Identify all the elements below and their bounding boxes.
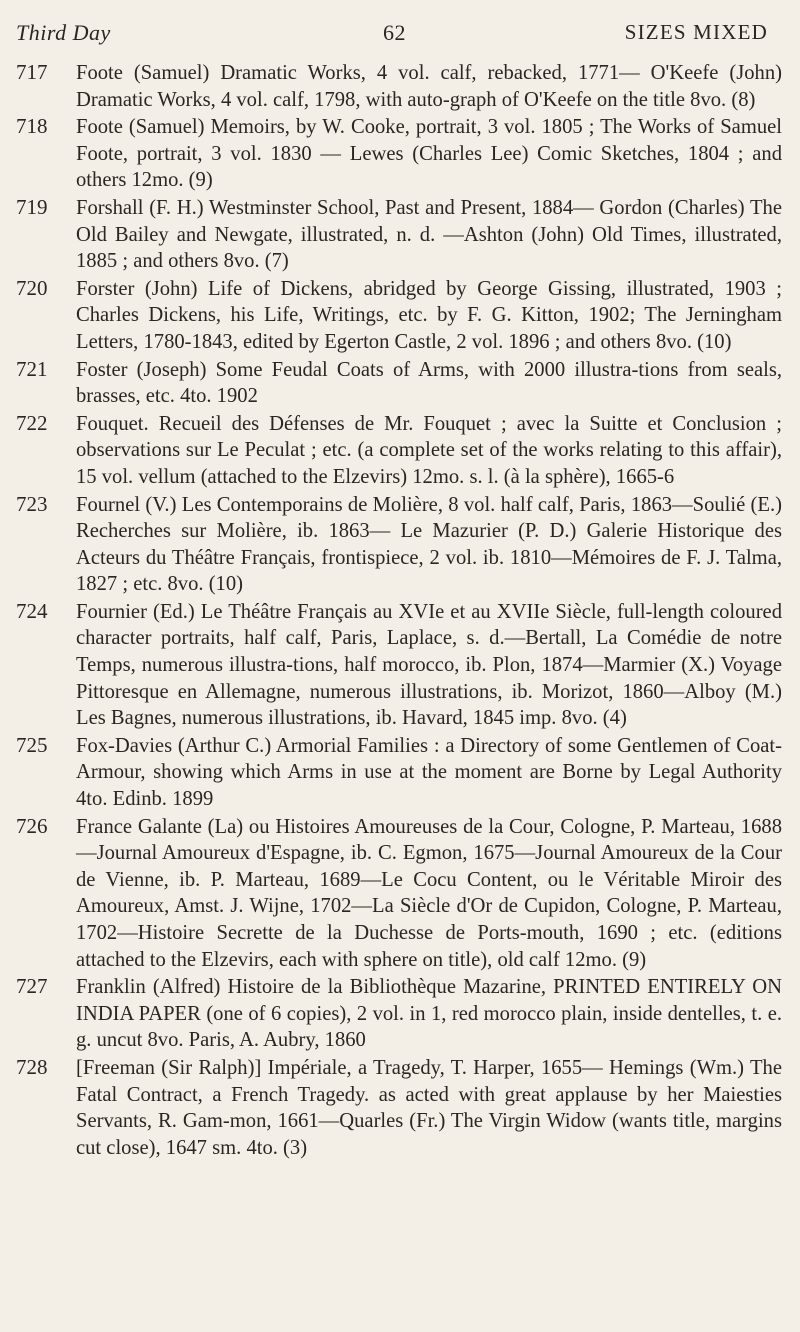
lot-description: Fouquet. Recueil des Défenses de Mr. Fouquet ; avec la Suitte et Conclusion ; observations sur Le Peculat ; etc. (a complete set of the works relating to this affair), 15 vol. vellum (attached to the Elzevirs) 12mo. s. l. (à la sphère), 1665-6 [76,412,782,488]
lot-entry [0,599,800,732]
lot-description: Foote (Samuel) Dramatic Works, 4 vol. calf, rebacked, 1771— O'Keefe (John) Dramatic Works, 4 vol. calf, 1798, with auto-graph of O'Keefe on the title 8vo. (8) [76,62,782,111]
lot-number: 720 [16,275,48,300]
lot-description: Forshall (F. H.) Westminster School, Past and Present, 1884— Gordon (Charles) The Old Bailey and Newgate, illustrated, n. d. —Ashton (John) Old Times, illustrated, 1885 ; and others 8vo. (7) [76,196,782,273]
lot-entry [0,195,800,275]
lot-entry [0,814,800,974]
lot-number: 719 [16,194,48,219]
running-title: SIZES MIXED [624,20,768,44]
lot-number: 723 [16,491,48,516]
lot-entry [0,1055,800,1161]
lot-entry [0,974,800,1054]
lot-entry [0,276,800,356]
lot-description: [Freeman (Sir Ralph)] Impériale, a Tragedy, T. Harper, 1655— Hemings (Wm.) The Fatal Contract, a French Tragedy. as acted with great applause by her Maiesties Servants, R. Gam-mon, 1661—Quarles (Fr.) The Virgin Widow (wants title, margins cut close), 1647 sm. 4to. (3) [76,1056,782,1159]
lot-entry [0,114,800,194]
lot-description: Fournier (Ed.) Le Théâtre Français au XVIe et au XVIIe Siècle, full-length coloured character portraits, half calf, Paris, Laplace, s. d.—Bertall, La Comédie de notre Temps, numerous illustra-tions, half morocco, ib. Plon, 1874—Marmier (X.) Voyage Pittoresque en Allemagne, numerous illustrations, ib. Morizot, 1860—Alboy (M.) Les Bagnes, numerous illustrations, ib. Havard, 1845 imp. 8vo. (4) [76,600,782,730]
lot-entry [0,60,800,113]
lot-entry [0,411,800,491]
lot-description: Foote (Samuel) Memoirs, by W. Cooke, portrait, 3 vol. 1805 ; The Works of Samuel Foote, portrait, 3 vol. 1830 — Lewes (Charles Lee) Comic Sketches, 1804 ; and others 12mo. (9) [76,116,782,192]
lot-entry [0,492,800,598]
lot-description: Franklin (Alfred) Histoire de la Bibliothèque Mazarine, PRINTED ENTIRELY ON INDIA PAPER (one of 6 copies), 2 vol. in 1, red morocco plain, inside dentelles, t. e. g. uncut 8vo. Paris, A. Aubry, 1860 [76,976,782,1052]
lot-description: Forster (John) Life of Dickens, abridged by George Gissing, illustrated, 1903 ; Charles Dickens, his Life, Writings, etc. by F. G. Kitton, 1902; The Jerningham Letters, 1780-1843, edited by Egerton Castle, 2 vol. 1896 ; and others 8vo. (10) [76,277,782,353]
lot-description: France Galante (La) ou Histoires Amoureuses de la Cour, Cologne, P. Marteau, 1688—Journal Amoureux d'Espagne, ib. C. Egmon, 1675—Journal Amoureux de la Cour de Vienne, ib. P. Marteau, 1689—Le Cocu Content, ou le Véritable Miroir des Amoureux, Amst. J. Wijne, 1702—La Siècle d'Or de Cupidon, Cologne, P. Marteau, 1702—Histoire Secrette de la Duchesse de Ports-mouth, 1690 ; etc. (editions attached to the Elzevirs, each with sphere on title), old calf 12mo. (9) [76,815,782,971]
lot-description: Fournel (V.) Les Contemporains de Molière, 8 vol. half calf, Paris, 1863—Soulié (E.) Recherches sur Molière, ib. 1863— Le Mazurier (P. D.) Galerie Historique des Acteurs du Théâtre Français, frontispiece, 2 vol. ib. 1810—Mémoires de F. J. Talma, 1827 ; etc. 8vo. (10) [76,493,782,596]
page-number: 62 [383,20,406,45]
section-title: Third Day [16,20,111,45]
lot-number: 718 [16,114,48,139]
lot-number: 727 [16,974,48,999]
lot-list [0,60,800,1162]
lot-number: 721 [16,356,48,381]
lot-description: Fox-Davies (Arthur C.) Armorial Families : a Directory of some Gentlemen of Coat-Armour, showing which Arms in use at the moment are Borne by Legal Authority 4to. Edinb. 1899 [76,734,782,811]
lot-entry [0,357,800,410]
lot-number: 717 [16,60,48,84]
lot-description: Foster (Joseph) Some Feudal Coats of Arms, with 2000 illustra-tions from seals, brasses, etc. 4to. 1902 [76,358,782,408]
lot-number: 728 [16,1054,48,1079]
lot-number: 722 [16,410,48,435]
page-header [0,20,800,50]
lot-entry [0,733,800,813]
lot-number: 726 [16,813,48,838]
lot-number: 724 [16,598,48,623]
lot-number: 725 [16,732,48,757]
